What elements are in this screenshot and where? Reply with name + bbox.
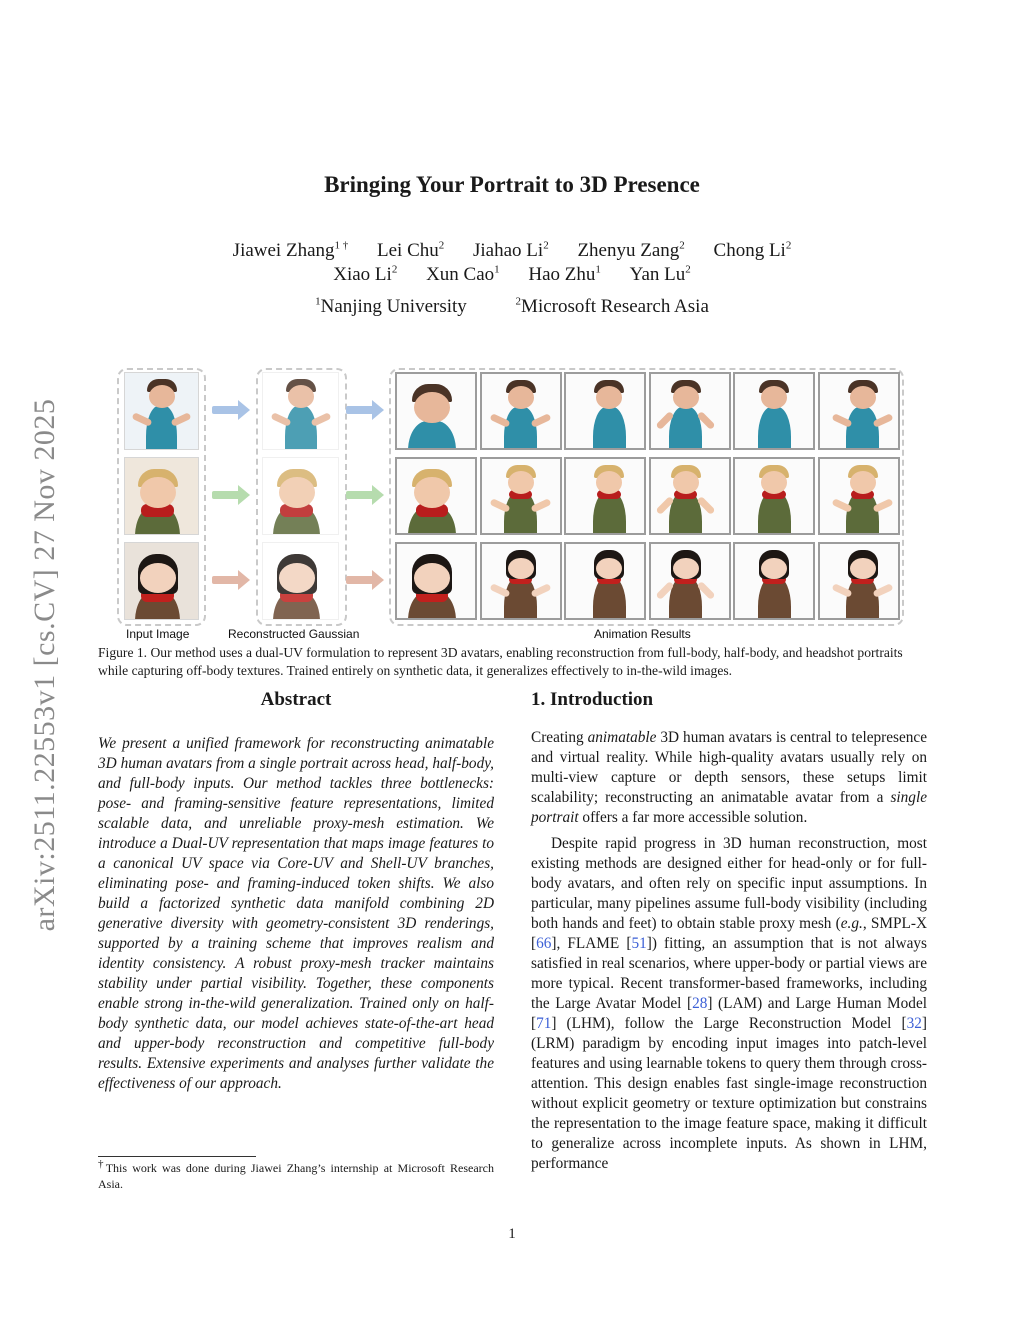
input-image-thumbnail (124, 372, 199, 450)
paper-title: Bringing Your Portrait to 3D Presence (324, 172, 700, 197)
citation-link[interactable]: 32 (906, 1015, 922, 1032)
text-run: ] (LAM) and Large Human Model [ (531, 995, 927, 1032)
footnote (98, 1160, 494, 1192)
input-image-label: Input Image (126, 627, 190, 641)
author (577, 240, 684, 262)
animation-frame (480, 542, 562, 620)
text-run: offers a far more accessible solution. (578, 809, 808, 826)
person-figure (566, 544, 644, 618)
footnote-mark: † (98, 1158, 106, 1170)
affiliation-sup: 1 (315, 295, 321, 308)
person-figure (482, 374, 560, 448)
flow-arrow-icon (346, 403, 386, 417)
intro-paragraph-2 (531, 834, 927, 1174)
person-figure (125, 543, 198, 619)
footnote-rule (98, 1156, 256, 1157)
person-figure (820, 374, 898, 448)
author-sup: 2 (679, 239, 685, 252)
animation-frame (818, 372, 900, 450)
author-sup: 2 (785, 239, 792, 252)
reconstructed-gaussian-label: Reconstructed Gaussian (228, 627, 360, 641)
person-figure (820, 459, 898, 533)
author-sup: 1 (595, 263, 601, 276)
input-image-thumbnail (124, 542, 199, 620)
affiliation (315, 296, 467, 318)
figure-caption: Figure 1. Our method uses a dual-UV formulation to represent 3D avatars, enabling reconstruction from full-body, half-body, and headshot portraits while capturing off-body textures. Trained entirely on synthetic data, it generalizes effectively to in-the-wild images. (98, 645, 903, 678)
page-number: 1 (508, 1226, 516, 1242)
author-name: Xun Cao (426, 264, 495, 285)
flow-arrow-icon (346, 573, 386, 587)
animation-frame (733, 372, 815, 450)
text-run: ], FLAME [ (551, 935, 632, 952)
animation-frame (649, 542, 731, 620)
emphasis: animatable (587, 729, 657, 746)
author (333, 264, 397, 286)
author (377, 240, 444, 262)
person-figure (482, 459, 560, 533)
authors-line-2 (0, 264, 1024, 286)
affiliation-sup: 2 (515, 295, 522, 308)
animation-frame (733, 542, 815, 620)
intro-heading: 1. Introduction (531, 689, 654, 710)
animation-frame (649, 372, 731, 450)
emphasis: single portrait (531, 789, 927, 826)
person-figure (566, 374, 644, 448)
person-figure (651, 459, 729, 533)
author (528, 264, 601, 286)
footnote-text: This work was done during Jiawei Zhang’s internship at Microsoft Research Asia. (98, 1161, 495, 1191)
author (426, 264, 500, 286)
gaussian-thumbnail (262, 542, 339, 620)
affiliations (0, 296, 1024, 318)
author-name: Xiao Li (333, 264, 392, 285)
gaussian-thumbnail (262, 372, 339, 450)
person-figure (263, 458, 338, 534)
person-figure (397, 459, 475, 533)
abstract-heading: Abstract (260, 689, 332, 710)
text-run: ] (LHM), follow the Large Reconstruction Model [ (551, 1015, 907, 1032)
animation-frame (395, 457, 477, 535)
arxiv-stamp-text: arXiv:2511.22553v1 [cs.CV] 27 Nov 2025 (28, 398, 61, 932)
intro-paragraph-1 (531, 728, 927, 828)
author (714, 240, 792, 262)
abstract-text: We present a unified framework for reconstructing animatable 3D human avatars from a single portrait across head, half-body, and full-body inputs. Our method tackles three bottlenecks: pose- and framing-sensitive feature representations, limited scalable data, and unreliable proxy-mesh estimation. We introduce a Dual-UV representation that maps image features to a canonical UV space via Core-UV and Shell-UV branches, eliminating pose- and framing-induced token shifts. We also build a factorized synthetic data manifold combining 2D generative diversity with geometry-consistent 3D renderings, supported by a training scheme that improves realism and identity consistency. A robust proxy-mesh tracker maintains stability under partial visibility. Together, these components enable strong in-the-wild generalization. Trained only on half-body synthetic data, our model achieves state-of-the-art head and upper-body reconstruction and competitive full-body results. Extensive experiments and analyses further validate the effectiveness of our approach. (98, 735, 494, 1092)
animation-frame (733, 457, 815, 535)
gaussian-thumbnail (262, 457, 339, 535)
text-run: ]) fitting, an assumption that is not always satisfied in real scenarios, where upper-body or partial views are more typical. Recent transformer-based frameworks, including the Large Avatar Model [ (531, 935, 927, 1012)
animation-frame (649, 457, 731, 535)
animation-frame (564, 457, 646, 535)
text-run: 3D human avatars is central to telepresence and virtual reality. While high-quality avatars usually rely on multi-view capture or depth sensors, these setups limit scalability; reconstructing an animatable avatar from a (531, 729, 927, 806)
author-sup: 2 (543, 239, 549, 252)
text-run: Despite rapid progress in 3D human reconstruction, most existing methods are designed either for head-only or for full-body avatars, and often rely on specific input assumptions. In particular, many pipelines assume full-body visibility (including both hands and feet) to obtain stable proxy mesh ( (531, 835, 927, 932)
person-figure (735, 374, 813, 448)
author-name: Jiawei Zhang (232, 240, 335, 261)
person-figure (263, 373, 338, 449)
flow-arrow-icon (212, 488, 252, 502)
flow-arrow-icon (212, 403, 252, 417)
author-sup: 1 † (334, 239, 349, 252)
citation-link[interactable]: 51 (631, 935, 647, 952)
animation-frame (818, 542, 900, 620)
text-run: , SMPL-X [ (531, 915, 927, 952)
person-figure (397, 544, 475, 618)
person-figure (820, 544, 898, 618)
person-figure (651, 374, 729, 448)
animation-frame (564, 372, 646, 450)
author (473, 240, 549, 262)
person-figure (651, 544, 729, 618)
animation-frame (480, 372, 562, 450)
arxiv-stamp (20, 370, 70, 960)
affiliation-name: Nanjing University (320, 296, 467, 317)
citation-link[interactable]: 28 (692, 995, 708, 1012)
person-figure (125, 373, 198, 449)
author-sup: 2 (391, 263, 398, 276)
person-figure (735, 459, 813, 533)
authors-line-1 (0, 240, 1024, 262)
author-name: Zhenyu Zang (577, 240, 680, 261)
affiliation (516, 296, 709, 318)
animation-results-label: Animation Results (594, 627, 691, 641)
citation-link[interactable]: 66 (536, 935, 552, 952)
animation-frame (818, 457, 900, 535)
input-image-thumbnail (124, 457, 199, 535)
author-name: Jiahao Li (473, 240, 544, 261)
animation-frame (395, 542, 477, 620)
flow-arrow-icon (212, 573, 252, 587)
person-figure (566, 459, 644, 533)
author (630, 264, 691, 286)
animation-frame (564, 542, 646, 620)
person-figure (482, 544, 560, 618)
person-figure (125, 458, 198, 534)
emphasis: e.g. (840, 915, 863, 932)
text-run: Creating (531, 729, 588, 746)
intro-body (531, 728, 927, 1174)
author-name: Chong Li (713, 240, 786, 261)
person-figure (397, 374, 475, 448)
text-run: ] (LRM) paradigm by encoding input images into patch-level features and using learnable tokens to query them through cross-attention. This design enables fast single-image reconstruction without explicit geometry or texture optimization but constrains the representation to the image feature space, making it difficult to generalize across incomplete inputs. As shown in LHM, performance (531, 1015, 927, 1172)
author-sup: 1 (494, 263, 500, 276)
flow-arrow-icon (346, 488, 386, 502)
author-name: Hao Zhu (528, 264, 596, 285)
citation-link[interactable]: 71 (536, 1015, 552, 1032)
author-sup: 2 (685, 263, 691, 276)
author (233, 240, 349, 262)
author-name: Yan Lu (629, 264, 686, 285)
affiliation-name: Microsoft Research Asia (521, 296, 709, 317)
animation-frame (480, 457, 562, 535)
person-figure (735, 544, 813, 618)
author-name: Lei Chu (377, 240, 439, 261)
author-sup: 2 (438, 239, 445, 252)
animation-frame (395, 372, 477, 450)
person-figure (263, 543, 338, 619)
